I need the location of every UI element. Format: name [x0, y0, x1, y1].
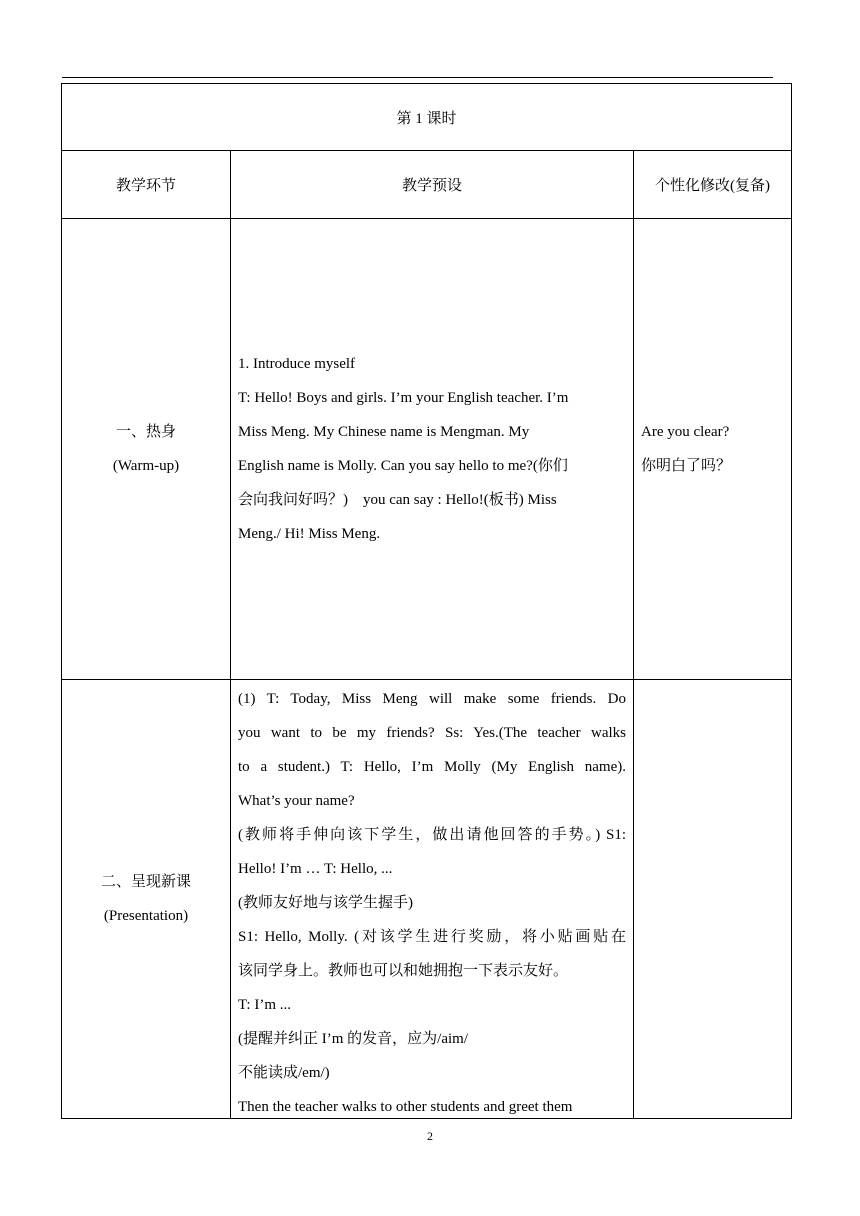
- warmup-note-2: 你明白了吗？: [641, 458, 732, 474]
- presentation-line-3: to a student.) T: Hello, I’m Molly (My English name).: [238, 759, 626, 775]
- warmup-stage-cell: [62, 219, 231, 680]
- presentation-line-13: Then the teacher walks to other students and greet them: [238, 1099, 573, 1115]
- warmup-line-5: 会向我问好吗？) you can say : Hello!(板书) Miss: [238, 492, 557, 508]
- presentation-line-6: Hello! I’m … T: Hello, ...: [238, 861, 393, 877]
- header-rule: [62, 77, 773, 78]
- warmup-line-3: Miss Meng. My Chinese name is Mengman. My: [238, 424, 530, 440]
- presentation-revision-cell: [634, 680, 792, 1119]
- warmup-note-1: Are you clear?: [641, 424, 730, 440]
- title-row: [62, 84, 792, 151]
- lesson-period-title: 第 1 课时: [62, 84, 792, 151]
- warmup-plan-cell: [231, 219, 634, 680]
- presentation-plan-cell: [231, 680, 634, 1119]
- presentation-line-2: you want to be my friends? Ss: Yes.(The teacher walks: [238, 725, 626, 741]
- presentation-stage-cell: [62, 680, 231, 1119]
- presentation-line-10: T: I’m ...: [238, 997, 291, 1013]
- header-row: [62, 151, 792, 219]
- presentation-line-9: 该同学身上。教师也可以和她拥抱一下表示友好。: [238, 963, 569, 979]
- header-stage: 教学环节: [62, 151, 231, 219]
- warmup-line-4: English name is Molly. Can you say hello to me?(你们: [238, 458, 568, 474]
- header-plan: 教学预设: [231, 151, 634, 219]
- presentation-line-12: 不能读成/em/): [238, 1065, 330, 1081]
- warmup-revision-cell: [634, 219, 792, 680]
- page-number: 2: [427, 1129, 433, 1143]
- presentation-stage-cn: 二、呈现新课: [100, 874, 191, 890]
- warmup-line-2: T: Hello! Boys and girls. I’m your English teacher. I’m: [238, 390, 569, 406]
- presentation-line-4: What’s your name?: [238, 793, 355, 809]
- presentation-line-8: S1: Hello, Molly. (对该学生进行奖励，将小贴画贴在: [238, 929, 626, 945]
- presentation-line-5: (教师将手伸向该下学生，做出请他回答的手势。) S1:: [238, 827, 626, 843]
- warmup-line-6: Meng./ Hi! Miss Meng.: [238, 526, 381, 542]
- warmup-row: [62, 219, 792, 680]
- presentation-row: [62, 680, 792, 1119]
- lesson-plan-table: [61, 83, 792, 1119]
- presentation-line-7: (教师友好地与该学生握手): [238, 895, 413, 911]
- warmup-stage-cn: 一、热身: [115, 424, 176, 440]
- header-revision: 个性化修改(复备): [634, 151, 792, 219]
- presentation-line-11: (提醒并纠正 I’m 的发音，应为/aim/: [238, 1031, 468, 1047]
- warmup-stage-en: (Warm-up): [112, 458, 180, 474]
- presentation-stage-en: (Presentation): [103, 908, 189, 924]
- presentation-line-1: (1) T: Today, Miss Meng will make some friends. Do: [238, 691, 626, 707]
- warmup-line-1: 1. Introduce myself: [238, 356, 356, 372]
